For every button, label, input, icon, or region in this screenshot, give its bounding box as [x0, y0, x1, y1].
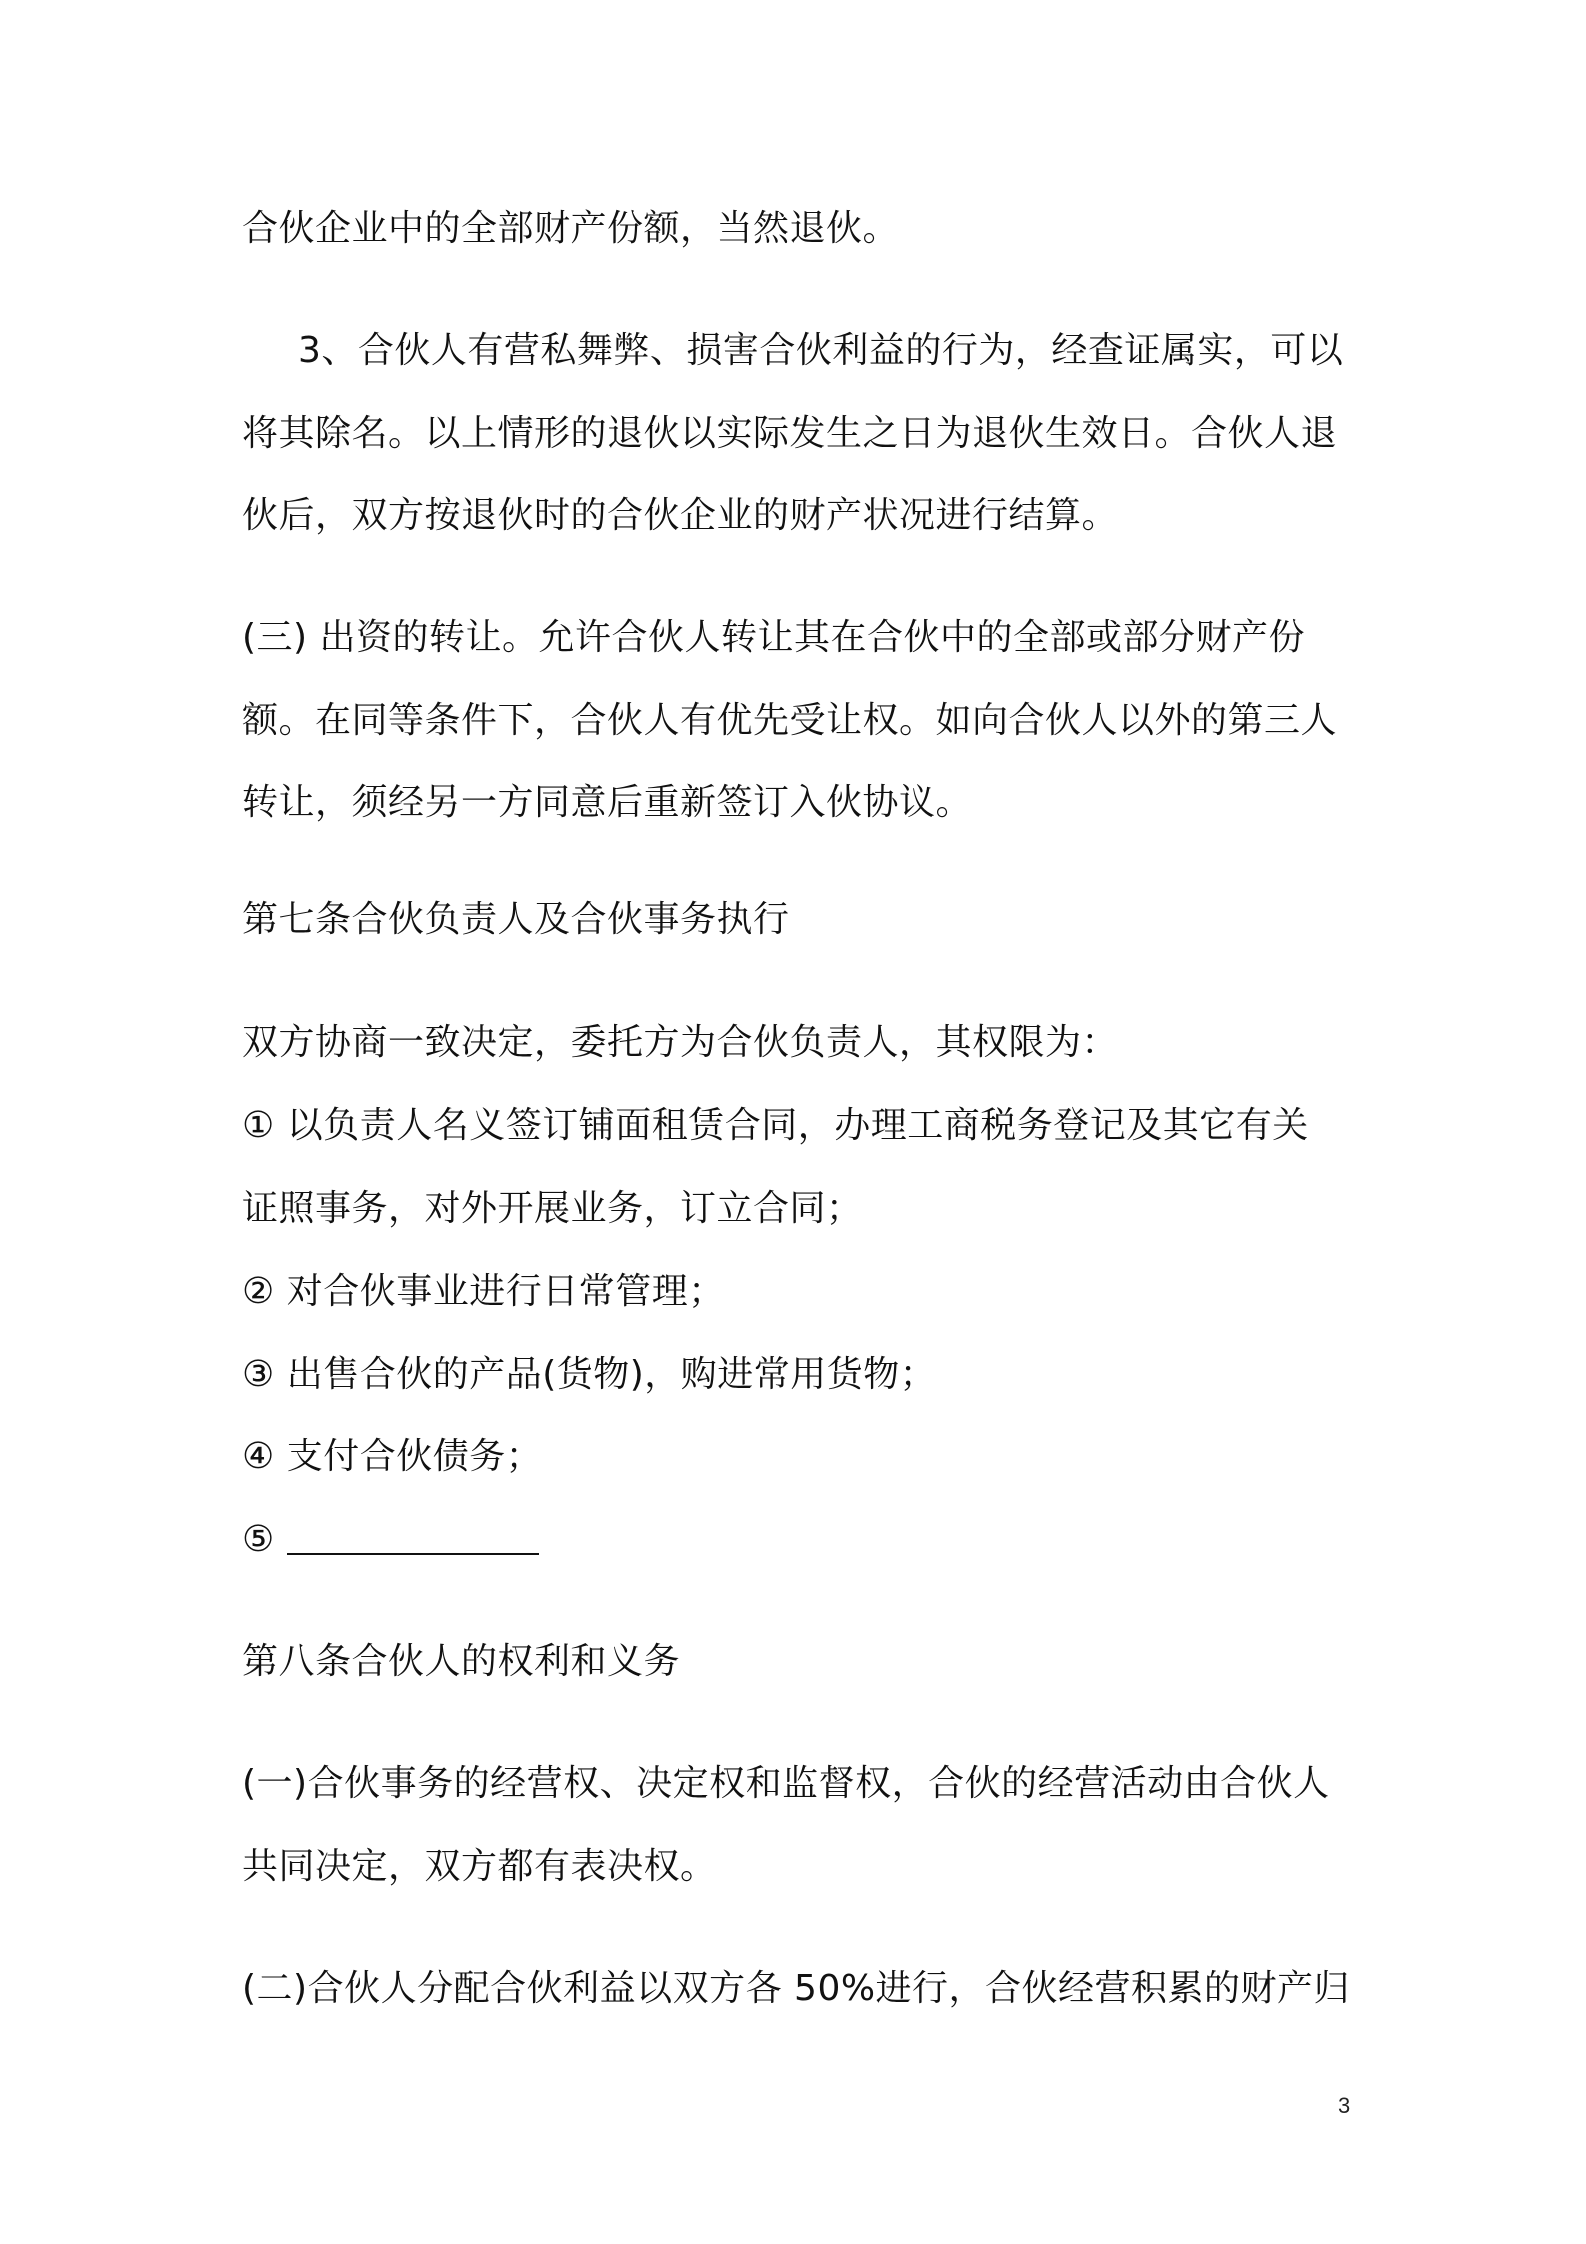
text-line-3: 将其除名。以上情形的退伙以实际发生之日为退伙生效日。合伙人退 — [242, 413, 1338, 454]
text-line-13: ③ 出售合伙的产品(货物)，购进常用货物； — [242, 1354, 937, 1395]
text-line-2: 3、合伙人有营私舞弊、损害合伙利益的行为，经查证属实，可以 — [298, 330, 1344, 371]
text-line-12: ② 对合伙事业进行日常管理； — [242, 1271, 725, 1312]
text-line-17: (一)合伙事务的经营权、决定权和监督权，合伙的经营活动由合伙人 — [242, 1763, 1330, 1804]
fill-in-blank[interactable] — [287, 1523, 539, 1555]
item-five-marker: ⑤ — [242, 1519, 275, 1560]
text-line-5: (三) 出资的转让。允许合伙人转让其在合伙中的全部或部分财产份 — [242, 617, 1306, 658]
text-line-14: ④ 支付合伙债务； — [242, 1436, 543, 1477]
section-heading-7: 第七条合伙负责人及合伙事务执行 — [242, 899, 790, 940]
text-line-9: 双方协商一致决定，委托方为合伙负责人，其权限为： — [242, 1022, 1119, 1063]
page-number: 3 — [1338, 2093, 1351, 2118]
text-line-4: 伙后，双方按退伙时的合伙企业的财产状况进行结算。 — [242, 495, 1119, 536]
text-line-10: ① 以负责人名义签订铺面租赁合同，办理工商税务登记及其它有关 — [242, 1105, 1309, 1146]
text-line-18: 共同决定，双方都有表决权。 — [242, 1846, 717, 1887]
text-line-19: (二)合伙人分配合伙利益以双方各 50%进行，合伙经营积累的财产归 — [242, 1968, 1351, 2009]
text-line-1: 合伙企业中的全部财产份额，当然退伙。 — [242, 208, 900, 249]
text-line-6: 额。在同等条件下，合伙人有优先受让权。如向合伙人以外的第三人 — [242, 700, 1338, 741]
text-line-15 — [242, 1518, 1357, 1562]
text-line-7: 转让，须经另一方同意后重新签订入伙协议。 — [242, 782, 973, 823]
section-heading-8: 第八条合伙人的权利和义务 — [242, 1641, 681, 1682]
text-line-11: 证照事务，对外开展业务，订立合同； — [242, 1188, 863, 1229]
